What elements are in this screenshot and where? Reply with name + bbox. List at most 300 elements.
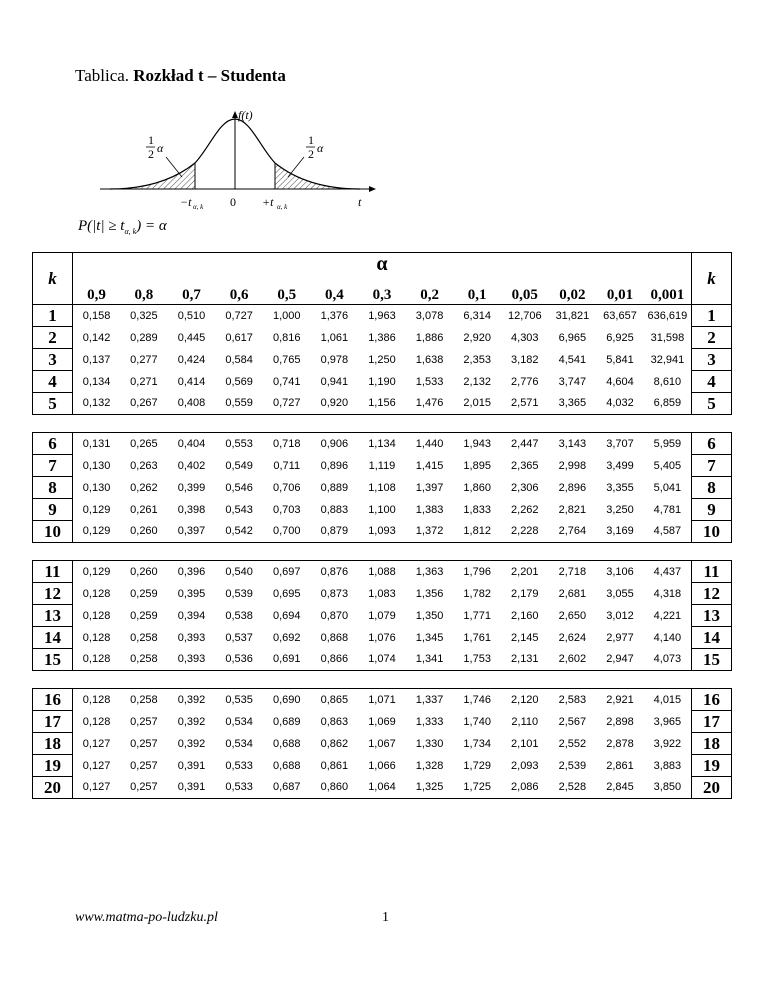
value-cell: 1,383 [415, 503, 444, 516]
value-cell: 2,977 [606, 631, 634, 644]
value-cell: 0,142 [82, 331, 111, 344]
value-cell: 0,257 [130, 715, 158, 728]
value-cell: 0,134 [82, 375, 111, 388]
value-cell: 1,725 [453, 777, 501, 799]
k-cell-left: 13 [33, 605, 73, 627]
value-cell: 1,796 [453, 561, 501, 583]
value-cell: 0,542 [215, 521, 263, 543]
value-cell: 0,703 [272, 503, 301, 516]
value-cell: 1,740 [463, 715, 491, 728]
value-cell: 2,447 [501, 433, 549, 455]
k-cell-right: 1 [692, 305, 732, 327]
prob-main: P(|t| ≥ t [78, 218, 125, 234]
value-cell: 3,355 [606, 481, 634, 494]
value-cell: 1,386 [368, 331, 396, 344]
value-cell: 0,920 [311, 393, 359, 415]
value-cell: 2,015 [453, 393, 501, 415]
value-cell: 2,571 [501, 393, 549, 415]
k-cell-right: 9 [692, 499, 732, 521]
value-cell: 0,265 [120, 433, 168, 455]
value-cell: 0,128 [73, 689, 121, 711]
k-cell-right: 5 [692, 393, 732, 415]
k-cell-right: 6 [692, 433, 732, 455]
value-cell: 0,399 [177, 481, 206, 494]
value-cell: 0,130 [82, 459, 111, 472]
value-cell: 0,538 [225, 609, 253, 622]
value-cell: 1,061 [320, 331, 349, 344]
table-row [33, 499, 732, 521]
value-cell: 3,365 [549, 393, 597, 415]
table-row [33, 305, 732, 327]
value-cell: 3,106 [596, 561, 644, 583]
value-cell: 0,263 [130, 459, 158, 472]
right-half-alpha [306, 133, 324, 161]
value-cell: 0,694 [272, 609, 301, 622]
value-cell: 1,860 [463, 481, 491, 494]
value-cell: 1,833 [463, 503, 491, 516]
value-cell: 0,543 [225, 503, 253, 516]
value-cell: 2,718 [549, 561, 597, 583]
value-cell: 0,695 [272, 587, 301, 600]
alpha-col-header: 0,05 [501, 277, 549, 305]
value-cell: 4,221 [653, 609, 682, 622]
value-cell: 0,257 [130, 759, 158, 772]
value-cell: 0,414 [177, 375, 206, 388]
value-cell: 0,158 [82, 309, 111, 322]
value-cell: 1,771 [463, 609, 491, 622]
k-cell-left: 15 [33, 649, 73, 671]
k-cell-right: 12 [692, 583, 732, 605]
value-cell: 2,145 [511, 631, 539, 644]
right-alpha: α [317, 141, 324, 155]
value-cell: 1,729 [463, 759, 491, 772]
table-body [33, 305, 732, 799]
value-cell: 3,055 [606, 587, 634, 600]
table-row [33, 627, 732, 649]
value-cell: 0,870 [320, 609, 349, 622]
value-cell: 0,289 [130, 331, 158, 344]
value-cell: 0,706 [272, 481, 301, 494]
value-cell: 2,179 [511, 587, 539, 600]
value-cell: 3,965 [653, 715, 682, 728]
k-cell-right: 19 [692, 755, 732, 777]
value-cell: 0,257 [130, 737, 158, 750]
value-cell: 1,886 [415, 331, 444, 344]
table-row [33, 371, 732, 393]
table-row [33, 327, 732, 349]
value-cell: 1,341 [406, 649, 454, 671]
value-cell: 1,066 [368, 759, 396, 772]
value-cell: 5,841 [606, 353, 634, 366]
page-number: 1 [382, 910, 389, 925]
k-cell-right: 2 [692, 327, 732, 349]
value-cell: 0,137 [82, 353, 111, 366]
k-cell-left: 20 [33, 777, 73, 799]
value-cell: 2,539 [558, 759, 587, 772]
pos-t-label: +t [262, 195, 274, 209]
probability-formula [78, 218, 167, 236]
alpha-col-header: 0,02 [549, 277, 597, 305]
k-cell-left: 6 [33, 433, 73, 455]
right-half-num: 1 [308, 133, 314, 147]
value-cell: 0,546 [225, 481, 253, 494]
value-cell: 0,402 [177, 459, 206, 472]
value-cell: 0,535 [215, 689, 263, 711]
value-cell: 2,132 [463, 375, 491, 388]
value-cell: 0,534 [225, 737, 253, 750]
value-cell: 1,638 [415, 353, 444, 366]
value-cell: 0,866 [311, 649, 359, 671]
alpha-col-header: 0,3 [358, 277, 406, 305]
value-cell: 31,598 [650, 331, 685, 344]
value-cell: 2,861 [606, 759, 634, 772]
alpha-col-header: 0,01 [596, 277, 644, 305]
value-cell: 4,318 [653, 587, 682, 600]
value-cell: 0,533 [225, 759, 253, 772]
value-cell: 0,393 [168, 649, 216, 671]
value-cell: 3,078 [415, 309, 444, 322]
value-cell: 0,687 [263, 777, 311, 799]
title-prefix: Tablica. [75, 66, 130, 85]
k-cell-left: 1 [33, 305, 73, 327]
right-tail-area [275, 163, 360, 189]
k-cell-left: 19 [33, 755, 73, 777]
value-cell: 0,132 [73, 393, 121, 415]
left-tail-area [110, 163, 195, 189]
value-cell: 2,821 [558, 503, 587, 516]
left-half-den: 2 [148, 147, 154, 161]
value-cell: 0,727 [263, 393, 311, 415]
alpha-col-header: 0,8 [120, 277, 168, 305]
table-row [33, 455, 732, 477]
value-cell: 0,258 [120, 649, 168, 671]
value-cell: 5,959 [644, 433, 692, 455]
value-cell: 2,306 [511, 481, 539, 494]
value-cell: 1,330 [415, 737, 444, 750]
value-cell: 2,262 [511, 503, 539, 516]
value-cell: 3,707 [596, 433, 644, 455]
value-cell: 32,941 [650, 353, 685, 366]
value-cell: 2,583 [549, 689, 597, 711]
value-cell: 0,258 [120, 689, 168, 711]
value-cell: 63,657 [603, 309, 637, 322]
value-cell: 2,228 [501, 521, 549, 543]
block-gap [33, 543, 732, 561]
alpha-col-header: 0,001 [644, 277, 692, 305]
value-cell: 1,812 [453, 521, 501, 543]
alpha-col-header: 0,5 [263, 277, 311, 305]
value-cell: 0,128 [82, 609, 111, 622]
left-half-num: 1 [148, 133, 154, 147]
value-cell: 2,552 [558, 737, 587, 750]
k-cell-left: 3 [33, 349, 73, 371]
k-cell-right: 18 [692, 733, 732, 755]
value-cell: 1,333 [415, 715, 444, 728]
value-cell: 0,718 [263, 433, 311, 455]
table-row [33, 733, 732, 755]
k-cell-left: 2 [33, 327, 73, 349]
value-cell: 1,156 [358, 393, 406, 415]
value-cell: 4,604 [606, 375, 634, 388]
value-cell: 0,691 [263, 649, 311, 671]
value-cell: 1,440 [406, 433, 454, 455]
value-cell: 6,314 [463, 309, 491, 322]
value-cell: 0,862 [320, 737, 349, 750]
value-cell: 3,922 [653, 737, 682, 750]
k-cell-right: 14 [692, 627, 732, 649]
value-cell: 1,376 [320, 309, 349, 322]
value-cell: 12,706 [507, 309, 542, 322]
value-cell: 1,088 [358, 561, 406, 583]
value-cell: 2,110 [511, 715, 539, 728]
value-cell: 0,549 [225, 459, 253, 472]
value-cell: 0,130 [82, 481, 111, 494]
value-cell: 1,746 [453, 689, 501, 711]
value-cell: 1,363 [406, 561, 454, 583]
value-cell: 1,943 [453, 433, 501, 455]
value-cell: 0,394 [177, 609, 206, 622]
value-cell: 0,540 [215, 561, 263, 583]
prob-tail: ) = α [136, 218, 167, 234]
value-cell: 0,398 [177, 503, 206, 516]
value-cell: 0,689 [272, 715, 301, 728]
value-cell: 2,160 [511, 609, 539, 622]
value-cell: 0,816 [272, 331, 301, 344]
t-student-table [32, 252, 732, 799]
k-cell-right: 20 [692, 777, 732, 799]
k-cell-right: 3 [692, 349, 732, 371]
k-header-left: k [33, 253, 73, 305]
zero-label: 0 [230, 195, 236, 209]
value-cell: 0,127 [82, 737, 111, 750]
table-row [33, 561, 732, 583]
table-row [33, 393, 732, 415]
value-cell: 1,345 [415, 631, 444, 644]
table-row [33, 605, 732, 627]
value-cell: 0,569 [225, 375, 253, 388]
value-cell: 1,108 [368, 481, 396, 494]
value-cell: 8,610 [653, 375, 682, 388]
value-cell: 3,250 [606, 503, 634, 516]
value-cell: 4,781 [653, 503, 682, 516]
value-cell: 2,567 [558, 715, 587, 728]
value-cell: 0,537 [225, 631, 253, 644]
value-cell: 0,868 [320, 631, 349, 644]
k-cell-left: 10 [33, 521, 73, 543]
value-cell: 1,356 [415, 587, 444, 600]
value-cell: 5,405 [653, 459, 682, 472]
value-cell: 0,128 [82, 715, 111, 728]
k-cell-left: 7 [33, 455, 73, 477]
value-cell: 0,873 [320, 587, 349, 600]
value-cell: 4,437 [644, 561, 692, 583]
value-cell: 3,143 [549, 433, 597, 455]
value-cell: 2,650 [558, 609, 587, 622]
k-cell-right: 11 [692, 561, 732, 583]
value-cell: 3,012 [606, 609, 634, 622]
value-cell: 1,071 [358, 689, 406, 711]
value-cell: 4,541 [558, 353, 587, 366]
value-cell: 31,821 [555, 309, 590, 322]
value-cell: 0,692 [272, 631, 301, 644]
value-cell: 0,259 [130, 587, 158, 600]
value-cell: 0,883 [320, 503, 349, 516]
value-cell: 0,391 [168, 777, 216, 799]
page-title [75, 66, 286, 86]
k-cell-right: 7 [692, 455, 732, 477]
value-cell: 0,889 [320, 481, 349, 494]
value-cell: 6,925 [606, 331, 634, 344]
value-cell: 0,688 [272, 759, 301, 772]
value-cell: 0,325 [130, 309, 158, 322]
value-cell: 4,032 [596, 393, 644, 415]
value-cell: 0,397 [168, 521, 216, 543]
value-cell: 0,408 [168, 393, 216, 415]
k-cell-right: 4 [692, 371, 732, 393]
value-cell: 0,129 [73, 521, 121, 543]
value-cell: 1,074 [358, 649, 406, 671]
k-cell-right: 15 [692, 649, 732, 671]
value-cell: 0,395 [177, 587, 206, 600]
table-row [33, 649, 732, 671]
value-cell: 0,261 [130, 503, 158, 516]
value-cell: 4,140 [653, 631, 682, 644]
value-cell: 3,169 [596, 521, 644, 543]
value-cell: 636,619 [647, 309, 688, 322]
value-cell: 3,747 [558, 375, 587, 388]
value-cell: 2,528 [549, 777, 597, 799]
value-cell: 0,129 [73, 561, 121, 583]
value-cell: 1,119 [368, 459, 396, 472]
table-row [33, 521, 732, 543]
value-cell: 1,083 [368, 587, 396, 600]
x-axis-arrow [369, 186, 376, 192]
value-cell: 2,624 [558, 631, 587, 644]
value-cell: 1,337 [406, 689, 454, 711]
value-cell: 2,947 [596, 649, 644, 671]
value-cell: 0,906 [311, 433, 359, 455]
value-cell: 1,079 [368, 609, 396, 622]
value-cell: 1,067 [368, 737, 396, 750]
k-cell-left: 11 [33, 561, 73, 583]
left-pointer [166, 157, 182, 177]
value-cell: 2,921 [596, 689, 644, 711]
footer-url: www.matma-po-ludzku.pl [75, 910, 218, 925]
value-cell: 0,277 [130, 353, 158, 366]
value-cell: 2,101 [511, 737, 539, 750]
k-cell-right: 8 [692, 477, 732, 499]
value-cell: 3,883 [653, 759, 682, 772]
value-cell: 2,920 [463, 331, 491, 344]
pos-t-sub: α, k [277, 203, 288, 211]
value-cell: 2,878 [606, 737, 634, 750]
value-cell: 2,845 [596, 777, 644, 799]
k-cell-left: 4 [33, 371, 73, 393]
value-cell: 2,201 [501, 561, 549, 583]
value-cell: 0,617 [225, 331, 253, 344]
value-cell: 0,262 [130, 481, 158, 494]
value-cell: 2,353 [463, 353, 491, 366]
value-cell: 3,499 [606, 459, 634, 472]
value-cell: 2,681 [558, 587, 587, 600]
k-cell-right: 13 [692, 605, 732, 627]
value-cell: 2,896 [558, 481, 587, 494]
t-axis-label: t [358, 195, 362, 209]
value-cell: 0,533 [215, 777, 263, 799]
k-cell-left: 5 [33, 393, 73, 415]
value-cell: 0,553 [215, 433, 263, 455]
table-row [33, 755, 732, 777]
value-cell: 0,128 [82, 587, 111, 600]
value-cell: 0,404 [168, 433, 216, 455]
value-cell: 2,776 [511, 375, 539, 388]
value-cell: 0,711 [273, 459, 301, 472]
value-cell: 1,064 [358, 777, 406, 799]
value-cell: 0,896 [320, 459, 349, 472]
f-label: f(t) [238, 108, 253, 122]
value-cell: 0,129 [82, 503, 111, 516]
k-cell-left: 14 [33, 627, 73, 649]
left-alpha: α [157, 141, 164, 155]
value-cell: 0,584 [225, 353, 253, 366]
value-cell: 2,120 [501, 689, 549, 711]
value-cell: 0,259 [130, 609, 158, 622]
value-cell: 1,325 [406, 777, 454, 799]
table-row [33, 583, 732, 605]
k-header-right: k [692, 253, 732, 305]
value-cell: 2,998 [558, 459, 587, 472]
value-cell: 0,727 [225, 309, 253, 322]
value-cell: 0,445 [177, 331, 206, 344]
value-cell: 0,258 [130, 631, 158, 644]
value-cell: 0,127 [82, 759, 111, 772]
value-cell: 0,861 [320, 759, 349, 772]
value-cell: 0,539 [225, 587, 253, 600]
alpha-col-header: 0,7 [168, 277, 216, 305]
table-row [33, 777, 732, 799]
value-cell: 1,076 [368, 631, 396, 644]
value-cell: 1,782 [463, 587, 491, 600]
value-cell: 2,093 [511, 759, 539, 772]
k-cell-left: 8 [33, 477, 73, 499]
block-gap [33, 671, 732, 689]
value-cell: 0,879 [311, 521, 359, 543]
k-cell-left: 12 [33, 583, 73, 605]
value-cell: 0,391 [177, 759, 206, 772]
alpha-col-header: 0,4 [311, 277, 359, 305]
value-cell: 0,393 [177, 631, 206, 644]
value-cell: 2,898 [606, 715, 634, 728]
alpha-col-header: 0,1 [453, 277, 501, 305]
value-cell: 1,093 [358, 521, 406, 543]
table-row [33, 433, 732, 455]
value-cell: 1,761 [463, 631, 491, 644]
value-cell: 0,765 [272, 353, 301, 366]
value-cell: 1,533 [415, 375, 444, 388]
value-cell: 3,182 [511, 353, 539, 366]
alpha-col-header: 0,6 [215, 277, 263, 305]
block-gap [33, 415, 732, 433]
value-cell: 1,328 [415, 759, 444, 772]
value-cell: 1,476 [406, 393, 454, 415]
k-cell-left: 18 [33, 733, 73, 755]
value-cell: 1,000 [272, 309, 301, 322]
value-cell: 0,392 [177, 715, 206, 728]
value-cell: 0,392 [177, 737, 206, 750]
right-pointer [288, 157, 304, 177]
value-cell: 1,350 [415, 609, 444, 622]
value-cell: 2,602 [549, 649, 597, 671]
